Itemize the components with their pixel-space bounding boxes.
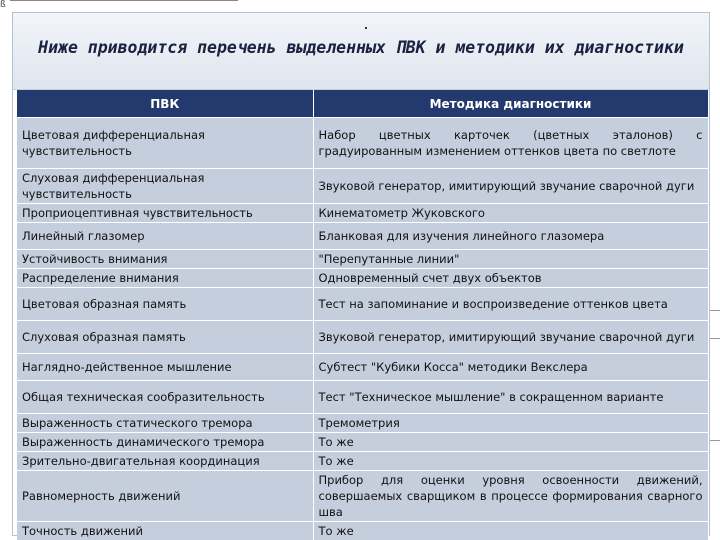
pvk-cell: Зрительно-двигательная координация	[17, 452, 313, 471]
pvk-cell: Проприоцептивная чувствительность	[17, 204, 313, 223]
method-cell: То же	[313, 433, 708, 452]
top-rule	[10, 0, 238, 1]
method-cell: Набор цветных карточек (цветных эталонов) с градуированным изменением оттенков цвета по светлоте	[313, 118, 708, 169]
side-line	[710, 440, 720, 441]
method-cell: Бланковая для изучения линейного глазомера	[313, 223, 708, 250]
method-cell: Тремометрия	[313, 414, 708, 433]
table-row	[17, 288, 708, 321]
table-row	[17, 452, 708, 471]
pvk-cell: Выраженность динамического тремора	[17, 433, 313, 452]
slide-title: Ниже приводится перечень выделенных ПВК и методики их диагностики	[38, 38, 684, 57]
table-row	[17, 414, 708, 433]
pvk-cell: Цветовая дифференциальная чувствительность	[17, 118, 313, 169]
method-cell: То же	[313, 522, 708, 540]
method-cell: Одновременный счет двух объектов	[313, 269, 708, 288]
side-line	[710, 338, 720, 339]
table-row	[17, 223, 708, 250]
method-cell: "Перепутанные линии"	[313, 250, 708, 269]
table-row	[17, 269, 708, 288]
pvk-cell: Линейный глазомер	[17, 223, 313, 250]
table-row	[17, 433, 708, 452]
title-box	[13, 13, 709, 90]
table-row	[17, 381, 708, 414]
title-dot	[365, 27, 367, 29]
pvk-cell: Выраженность статического тремора	[17, 414, 313, 433]
pvk-cell: Устойчивость внимания	[17, 250, 313, 269]
method-cell: Тест на запоминание и воспроизведение оттенков цвета	[313, 288, 708, 321]
table-row	[17, 250, 708, 269]
table-row	[17, 354, 708, 381]
table-header-row	[17, 90, 708, 118]
table-row	[17, 321, 708, 354]
header-method: Методика диагностики	[313, 90, 708, 118]
pvk-cell: Равномерность движений	[17, 471, 313, 522]
pvk-cell: Распределение внимания	[17, 269, 313, 288]
pvk-cell: Слуховая образная память	[17, 321, 313, 354]
side-line	[710, 310, 720, 311]
header-pvk: ПВК	[17, 90, 313, 118]
method-cell: То же	[313, 452, 708, 471]
pvk-cell: Точность движений	[17, 522, 313, 540]
method-cell: Прибор для оценки уровня освоенности движений, совершаемых сварщиком в процессе формирования сварного шва	[313, 471, 708, 522]
table-row	[17, 118, 708, 169]
method-cell: Тест "Техническое мышление" в сокращенном варианте	[313, 381, 708, 414]
method-cell: Звуковой генератор, имитирующий звучание сварочной дуги	[313, 169, 708, 204]
method-cell: Звуковой генератор, имитирующий звучание сварочной дуги	[313, 321, 708, 354]
pvk-cell: Слуховая дифференциальная чувствительность	[17, 169, 313, 204]
slide	[12, 12, 710, 536]
corner-mark: ß	[0, 0, 6, 10]
method-cell: Субтест "Кубики Косса" методики Векслера	[313, 354, 708, 381]
table-row	[17, 204, 708, 223]
pvk-cell: Цветовая образная память	[17, 288, 313, 321]
pvk-cell: Наглядно-действенное мышление	[17, 354, 313, 381]
pvk-table	[17, 90, 709, 540]
table-row	[17, 471, 708, 522]
method-cell: Кинематометр Жуковского	[313, 204, 708, 223]
pvk-cell: Общая техническая сообразительность	[17, 381, 313, 414]
table-row	[17, 169, 708, 204]
table-row	[17, 522, 708, 540]
